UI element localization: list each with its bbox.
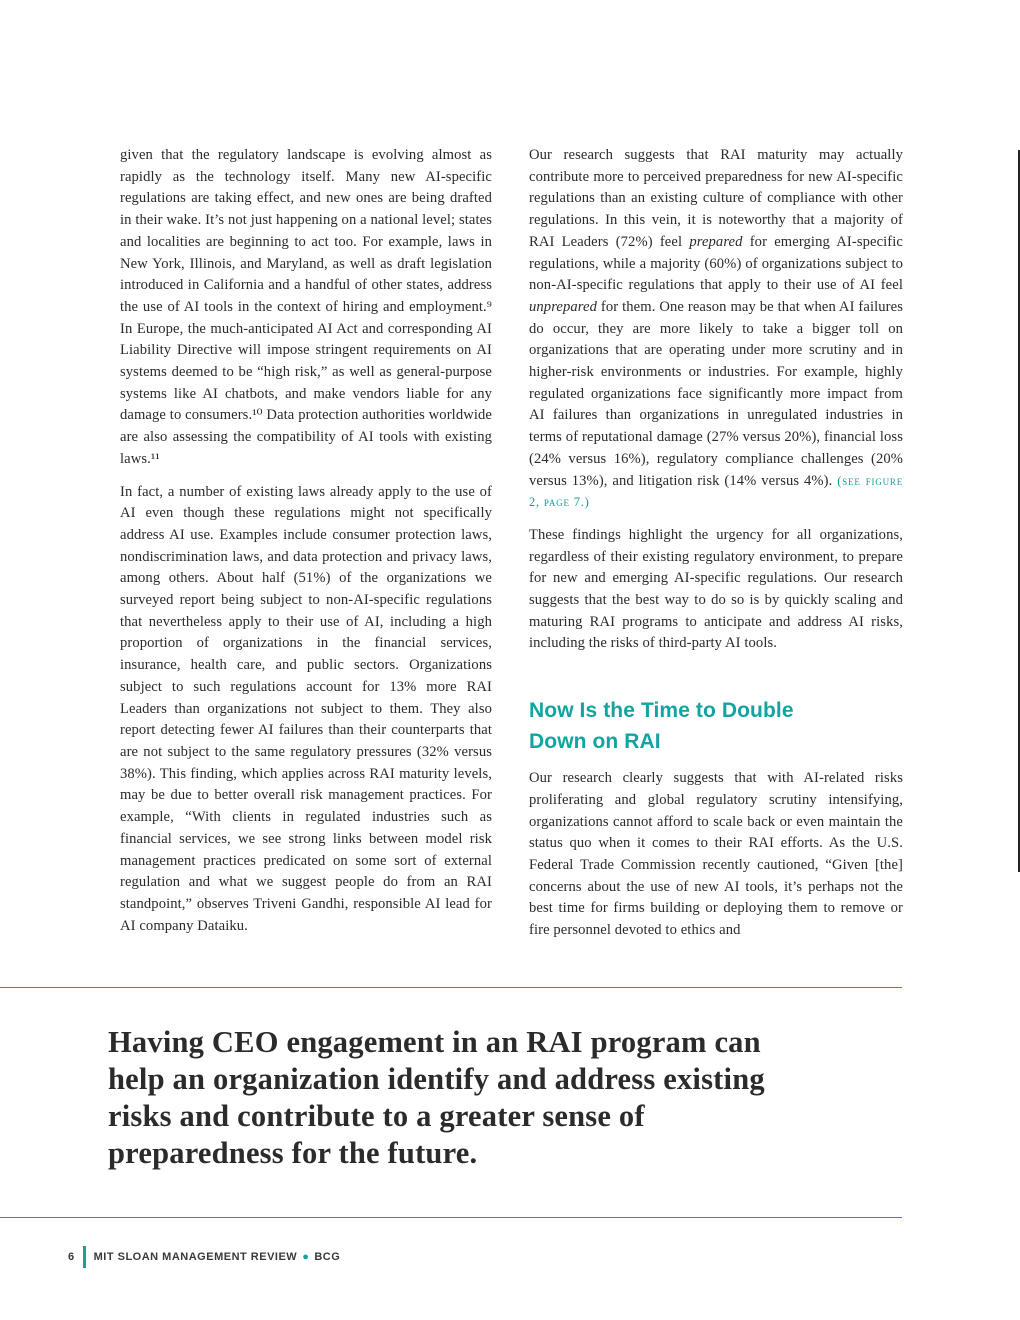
emphasis-unprepared: unprepared [529, 298, 598, 315]
body-paragraph: Our research clearly suggests that with AI-related risks proliferating and global regulatory scrutiny intensifying, organizations cannot afford to scale back or even maintain the status quo when it comes to their RAI efforts. As the U.S. Federal Trade Commission recently cautioned, “Given [the] concerns about the use of new AI tools, it’s perhaps not the best time for firms building or deploying them to remove or fire personnel devoted to ethics and [529, 770, 903, 939]
section-heading: Now Is the Time to Double Down on RAI [529, 699, 794, 754]
publication-name: MIT SLOAN MANAGEMENT REVIEW [93, 1251, 298, 1263]
body-paragraph: These findings highlight the urgency for all organizations, regardless of their existing regulatory environment, to prepare for new and emerging AI-specific regulations. Our research suggests that the best way to do so is by quickly scaling and maturing RAI programs to anticipate and address AI risks, including the risks of third-party AI tools. [529, 526, 903, 652]
partner-name: BCG [314, 1251, 341, 1263]
left-column [120, 145, 492, 948]
body-paragraph: In fact, a number of existing laws already apply to the use of AI even though these regulations might not specifically address AI use. Examples include consumer protection laws, nondiscrimination laws, and data protection and privacy laws, among others. About half (51%) of the organizations we surveyed report being subject to non-AI-specific regulations that nevertheless apply to their use of AI, including a high proportion of organizations in the financial services, insurance, health care, and public sectors. Organizations subject to such regulations account for 13% more RAI Leaders than organizations not subject to them. They also report detecting fewer AI failures than their counterparts that are not subject to the same regulatory pressures (32% versus 38%). This finding, which applies across RAI maturity levels, may be due to better overall risk management practices. For example, “With clients in regulated industries such as financial services, we see strong links between model risk management practices predicated on some sort of external regulation and what we suggest people do from an RAI standpoint,” observes Triveni Gandhi, responsible AI lead for AI company Dataiku. [120, 483, 492, 934]
body-paragraph: given that the regulatory landscape is evolving almost as rapidly as the technology itself. Many new AI-specific regulations are taking effect, and new ones are being drafted in their wake. It’s not just happening on a national level; states and localities are beginning to act too. For example, laws in New York, Illinois, and Maryland, as well as draft legislation introduced in California and a handful of other states, address the use of AI tools in the context of hiring and employment.⁹ In Europe, the much-anticipated AI Act and corresponding AI Liability Directive will impose stringent requirements on AI systems deemed to be “high risk,” as well as general-purpose systems like AI chatbots, and make vendors liable for any damage to consumers.¹⁰ Data protection authorities worldwide are also assessing the compatibility of AI tools with existing laws.¹¹ [120, 147, 492, 467]
right-column [529, 145, 903, 953]
bullet-dot-icon: ● [302, 1251, 310, 1263]
figure-reference-link[interactable]: (see figure 2, page 7.) [529, 473, 903, 510]
page-footer [68, 1245, 340, 1269]
page-number: 6 [68, 1251, 75, 1263]
pullquote-top-rule [0, 987, 902, 988]
pull-quote: Having CEO engagement in an RAI program can help an organization identify and address existing risks and contribute to a greater sense of preparedness for the future. [108, 1025, 765, 1170]
pullquote-bottom-rule [0, 1217, 902, 1218]
body-paragraph: Our research suggests that RAI maturity may actually contribute more to perceived preparedness for new AI-specific regulations than an existing culture of compliance with other regulations. In this vein, it is noteworthy that a majority of RAI Leaders (72%) feel prepared for emerging AI-specific regulations, while a majority (60%) of organizations subject to non-AI-specific regulations that apply to their use of AI feel unprepared for them. One reason may be that when AI failures do occur, they are more likely to take a bigger toll on organizations that are operating under more scrutiny and in higher-risk environments or industries. For example, highly regulated organizations face significantly more impact from AI failures than organizations in unregulated industries in terms of reputational damage (27% versus 20%), financial loss (24% versus 16%), regulatory compliance challenges (20% versus 13%), and litigation risk (14% versus 4%). (see figure 2, page 7.) [529, 147, 903, 510]
footer-divider [83, 1246, 86, 1268]
emphasis-prepared: prepared [689, 233, 743, 250]
